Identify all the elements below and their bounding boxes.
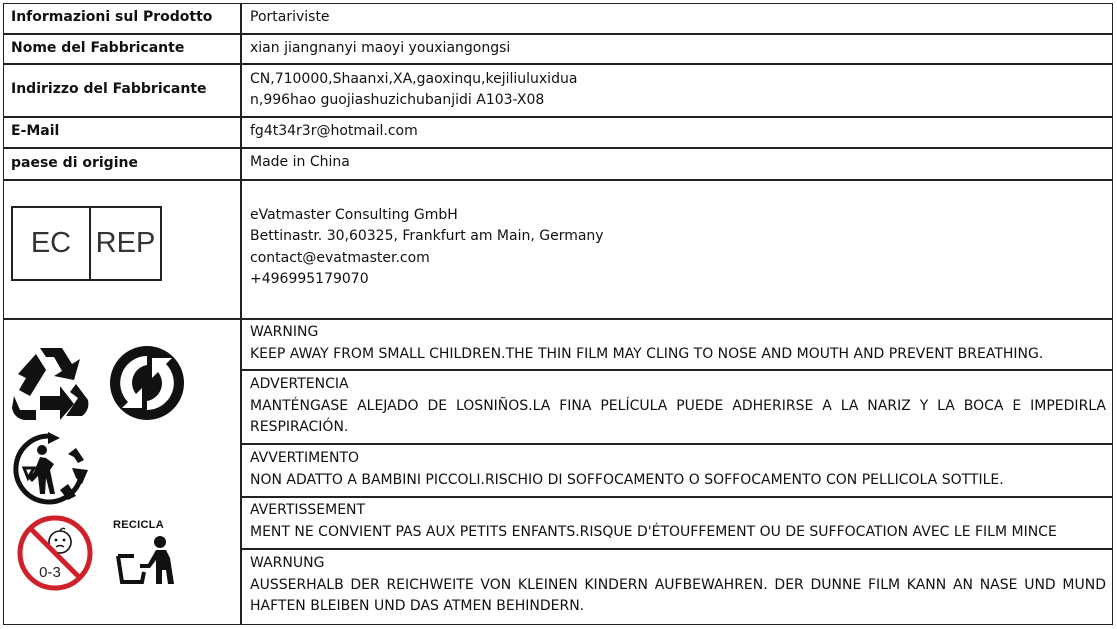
manufacturer-name-value: xian jiangnanyi maoyi youxiangongsi [250, 40, 511, 56]
green-dot-icon [108, 344, 186, 422]
manufacturer-address-label: Indirizzo del Fabbricante [11, 81, 207, 97]
ec-rep-symbol [11, 206, 162, 281]
email-value: fg4t34r3r@hotmail.com [250, 123, 418, 139]
recycle-triangle-icon [10, 344, 92, 422]
origin-value: Made in China [250, 154, 350, 170]
warning-divider [240, 548, 1113, 550]
warning-text: NON ADATTO A BAMBINI PICCOLI.RISCHIO DI SOFFOCAMENTO O SOFFOCAMENTO CON PELLICOLA SOTTILE. [250, 471, 1004, 488]
product-info-value: Portariviste [250, 9, 330, 25]
warning-block-es [250, 374, 1106, 439]
ec-rep-address: Bettinastr. 30,60325, Frankfurt am Main, Germany [250, 228, 604, 244]
warning-block-it [250, 448, 1106, 491]
ec-rep-symbol-rep: REP [95, 227, 156, 259]
warning-title: AVERTISSEMENT [250, 502, 366, 518]
no-children-0-3-icon [16, 514, 94, 592]
email-label: E-Mail [11, 123, 60, 139]
column-divider [240, 3, 242, 625]
row-divider [3, 147, 1113, 149]
warning-title: AVVERTIMENTO [250, 450, 360, 466]
warning-block-en [250, 322, 1106, 365]
warning-title: ADVERTENCIA [250, 376, 349, 392]
warning-text: MENT NE CONVIENT PAS AUX PETITS ENFANTS.RISQUE D'ÉTOUFFEMENT OU DE SUFFOCATION AVEC LE FILM MINCE [250, 523, 1057, 540]
ec-rep-email: contact@evatmaster.com [250, 250, 430, 266]
manufacturer-address-line2: n,996hao guojiashuzichubanjidi A103-X08 [250, 92, 545, 108]
warning-divider [240, 496, 1113, 498]
warning-divider [240, 369, 1113, 371]
ec-rep-company: eVatmaster Consulting GmbH [250, 207, 458, 223]
warning-divider [240, 443, 1113, 445]
manufacturer-name-label: Nome del Fabbricante [11, 40, 185, 56]
recicla-label: RECICLA [113, 519, 164, 531]
recicla-bin-icon [112, 534, 182, 586]
ec-rep-phone: +496995179070 [250, 271, 369, 287]
warning-block-fr [250, 500, 1106, 543]
warning-title: WARNUNG [250, 555, 325, 571]
age-range-text: 0-3 [39, 564, 61, 581]
product-info-label: Informazioni sul Prodotto [11, 9, 213, 25]
row-divider [3, 33, 1113, 35]
warning-text: KEEP AWAY FROM SMALL CHILDREN.THE THIN FILM MAY CLING TO NOSE AND MOUTH AND PREVENT BREATHING. [250, 345, 1044, 362]
manufacturer-address-line1: CN,710000,Shaanxi,XA,gaoxinqu,kejiliuluxidua [250, 71, 578, 87]
warning-text: MANTÉNGASE ALEJADO DE LOSNIÑOS.LA FINA PELÍCULA PUEDE ADHERIRSE A LA NARIZ Y LA BOCA E IMPEDIRLA RESPIRACIÓN. [250, 397, 1106, 435]
origin-label: paese di origine [11, 155, 138, 171]
row-divider [3, 318, 1113, 320]
warning-text: AUSSERHALB DER REICHWEITE VON KLEINEN KINDERN AUFBEWAHREN. DER DUNNE FILM KANN AN NASE UND MUND HAFTEN BLEIBEN UND DAS ATMEN BEHINDERN. [250, 576, 1106, 614]
row-divider [3, 179, 1113, 181]
tidyman-recycle-icon [10, 430, 92, 508]
warning-block-de [250, 553, 1106, 618]
ec-rep-symbol-ec: EC [13, 208, 91, 279]
warning-title: WARNING [250, 324, 319, 340]
row-divider [3, 116, 1113, 118]
row-divider [3, 63, 1113, 65]
